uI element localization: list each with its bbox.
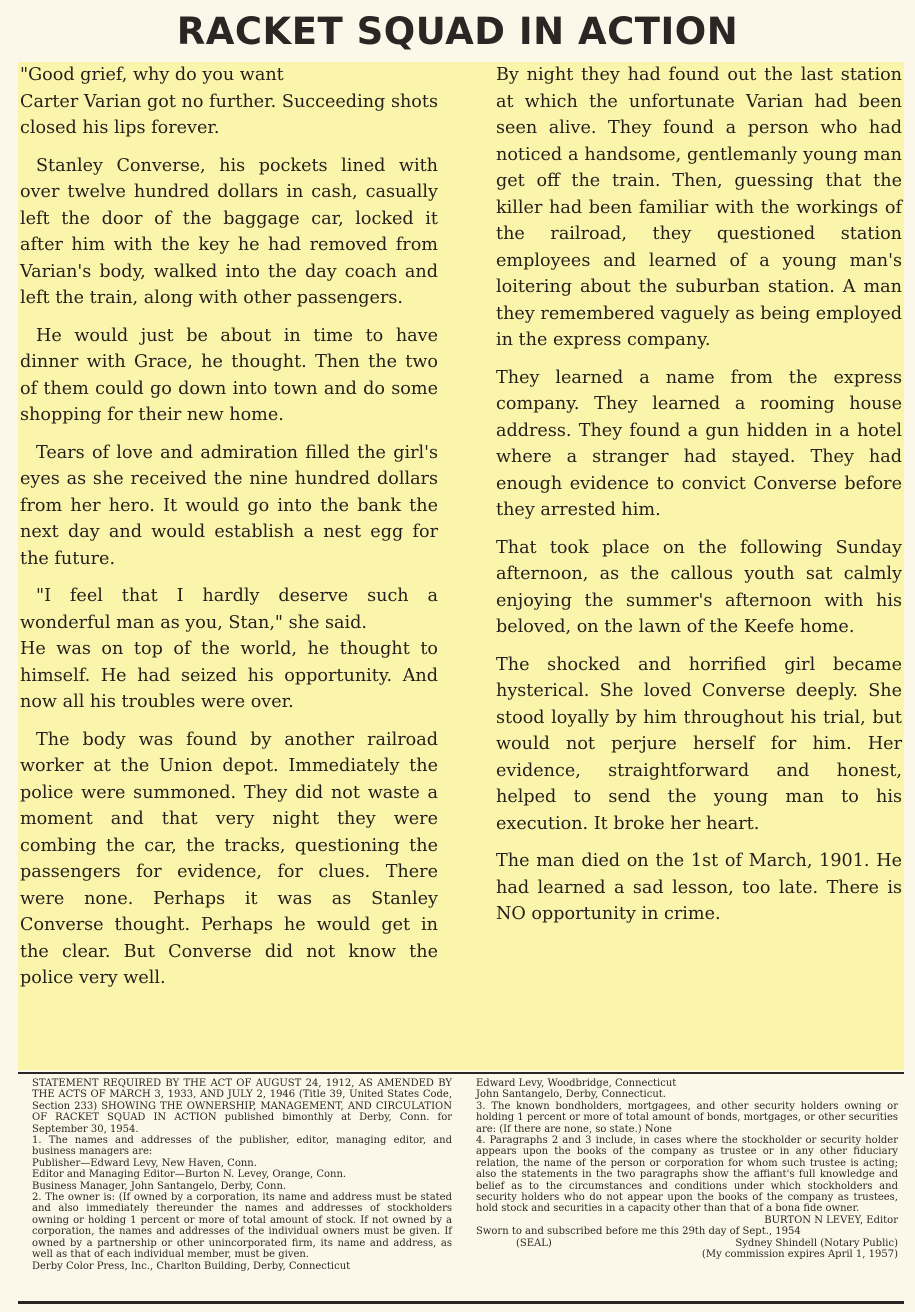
statement-paragraph: 3. The known bondholders, mortgagees, and other security holders owning or holding 1 percent or more of total amount of bonds, mortgages, or other securities are: (If there are none, so state.) None	[476, 1100, 898, 1135]
divider-rule	[18, 1072, 904, 1074]
bottom-rule	[18, 1301, 904, 1304]
story-panel	[18, 62, 904, 1070]
ownership-statement-left	[32, 1078, 452, 1272]
story-column-right	[476, 62, 904, 939]
statement-paragraph: Derby Color Press, Inc., Charlton Building, Derby, Connecticut	[32, 1260, 351, 1272]
story-paragraph: They learned a name from the express company. They learned a rooming house address. They found a gun hidden in a hotel where a stranger had stayed. They had enough evidence to convict Converse before they arrested him.	[496, 367, 902, 520]
story-paragraph: "Good grief, why do you want	[20, 65, 284, 85]
story-paragraph: Stanley Converse, his pockets lined with over twelve hundred dollars in cash, casually left the door of the baggage car, locked it after him with the key he had removed from Varian's body, walked into the day coach and left the train, along with other passengers.	[20, 155, 438, 308]
story-paragraph: The man died on the 1st of March, 1901. He had learned a sad lesson, too late. There is NO opportunity in crime.	[496, 851, 902, 924]
story-paragraph: That took place on the following Sunday afternoon, as the callous youth sat calmly enjoying the summer's afternoon with his beloved, on the lawn of the Keefe home.	[496, 537, 902, 637]
story-paragraph: "I feel that I hardly deserve such a wonderful man as you, Stan," she said.	[20, 586, 438, 633]
story-paragraph: Carter Varian got no further. Succeeding shots closed his lips forever.	[20, 91, 438, 138]
statement-paragraph: 4. Paragraphs 2 and 3 include, in cases where the stockholder or security holder appears upon the books of the company as trustee or in any other fiduciary relation, the name of the person or corporation for whom such trustee is acting; also the statements in the two paragraphs show the affiant's full knowledge and belief as to the circumstances and conditions under which stockholders and security holders who do not appear upon the books of the company as trustees, hold stock and securities in a capacity other than that of a bona fide owner.	[476, 1135, 898, 1215]
statement-paragraph: Editor and Managing Editor—Burton N. Levey, Orange, Conn.	[32, 1169, 347, 1181]
story-paragraph: Tears of love and admiration filled the girl's eyes as she received the nine hundred dollars from her hero. It would go into the bank the next day and would establish a nest egg for the future.	[20, 442, 438, 569]
statement-paragraph: John Santangelo, Derby, Connecticut.	[476, 1089, 666, 1101]
story-paragraph: The body was found by another railroad worker at the Union depot. Immediately the police were summoned. They did not waste a moment and that very night they were combing the car, the tracks, questioning the passengers for evidence, for clues. There were none. Perhaps it was as Stanley Converse thought. Perhaps he would get in the clear. But Converse did not know the police very well.	[20, 729, 438, 988]
ownership-statement-right	[476, 1078, 898, 1261]
statement-paragraph: 1. The names and addresses of the publisher, editor, managing editor, and business managers are:	[32, 1135, 452, 1158]
story-paragraph: He was on top of the world, he thought to himself. He had seized his opportunity. And now all his troubles were over.	[20, 639, 438, 712]
story-paragraph: He would just be about in time to have dinner with Grace, he thought. Then the two of them could go down into town and do some shopping for their new home.	[20, 325, 438, 425]
story-column-left	[18, 62, 442, 1003]
statement-paragraph: Edward Levy, Woodbridge, Connecticut	[476, 1078, 677, 1089]
notary-row	[476, 1238, 898, 1249]
sworn-line: Sworn to and subscribed before me this 29th day of Sept., 1954	[476, 1226, 801, 1238]
statement-paragraph: Business Manager, John Santangelo, Derby, Conn.	[32, 1180, 287, 1192]
statement-paragraph: STATEMENT REQUIRED BY THE ACT OF AUGUST 24, 1912, AS AMENDED BY THE ACTS OF MARCH 3, 1933, AND JULY 2, 1946 (Title 39, United States Code, Section 233) SHOWING THE OWNERSHIP, MANAGEMENT, AND CIRCULATION OF RACKET SQUAD IN ACTION published bimonthly at Derby, Conn. for September 30, 1954.	[32, 1078, 452, 1135]
story-paragraph: The shocked and horrified girl became hysterical. She loved Converse deeply. She stood loyally by him throughout his trial, but would not perjure herself for him. Her evidence, straightforward and honest, helped to send the young man to his execution. It broke her heart.	[496, 654, 902, 834]
seal-label: (SEAL)	[516, 1237, 552, 1249]
statement-paragraph: 2. The owner is: (If owned by a corporation, its name and address must be stated and also immediately thereunder the names and addresses of stockholders owning or holding 1 percent or more of total amount of stock. If not owned by a corporation, the names and addresses of the individual owners must be given. If owned by a partnership or other unincorporated firm, its name and address, as well as that of each individual member, must be given.	[32, 1192, 452, 1261]
editor-signature: BURTON N LEVEY, Editor	[764, 1214, 898, 1226]
notary-name: Sydney Shindell (Notary Public)	[735, 1237, 898, 1249]
page-title: RACKET SQUAD IN ACTION	[176, 10, 739, 53]
story-paragraph: By night they had found out the last station at which the unfortunate Varian had been seen alive. They found a person who had noticed a handsome, gentlemanly young man get off the train. Then, guessing that the killer had been familiar with the workings of the railroad, they questioned station employees and learned of a young man's loitering about the suburban station. A man they remembered vaguely as being employed in the express company.	[496, 65, 902, 350]
notary-commission: (My commission expires April 1, 1957)	[701, 1249, 898, 1261]
statement-paragraph: Publisher—Edward Levy, New Haven, Conn.	[32, 1157, 257, 1169]
